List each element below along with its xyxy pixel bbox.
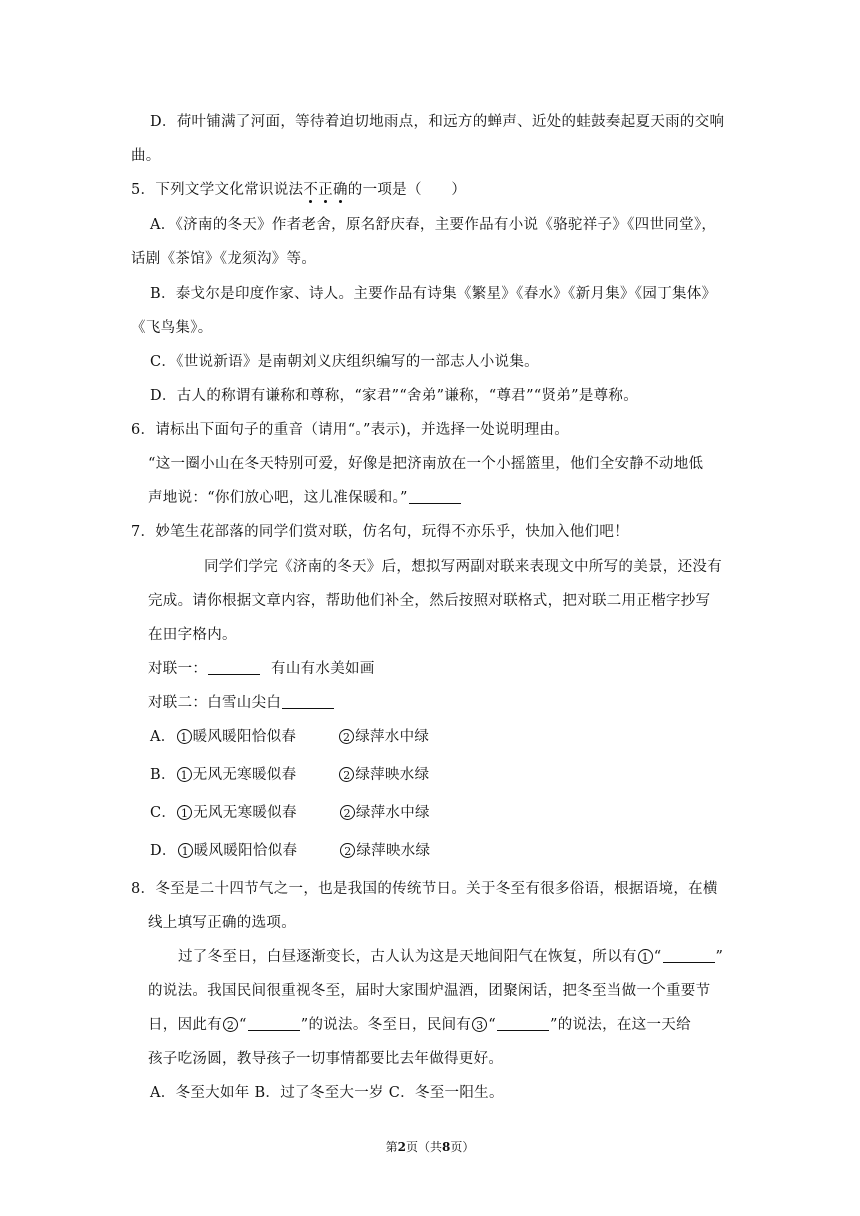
page-number: 2 (397, 1140, 406, 1154)
option-letter: D． (150, 843, 177, 859)
circled-number-2: 2 (340, 843, 355, 858)
option-letter: A． (150, 729, 176, 745)
option-second: 绿萍水中绿 (355, 805, 430, 821)
q7-couplet-one (148, 659, 375, 679)
q8-para-line2: 的说法。我国民间很重视冬至，届时大家围炉温酒，团聚闲话，把冬至当做一个重要节 (148, 983, 711, 999)
q5-option-b-line2: 《飞鸟集》。 (131, 320, 213, 336)
answer-blank[interactable] (663, 961, 715, 963)
q8-para-text: 的说法。冬至日，民间有 (308, 1017, 472, 1033)
circled-number-1: 1 (177, 805, 192, 820)
q4-option-d-line1: D．荷叶铺满了河面，等待着迫切地雨点，和远方的蝉声、近处的蛙鼓奏起夏天雨的交响 (150, 114, 725, 130)
open-quote: “ (653, 949, 662, 965)
q5-option-b-line1: B．泰戈尔是印度作家、诗人。主要作品有诗集《繁星》《春水》《新月集》《园丁集体》 (150, 286, 717, 302)
option-first: 无风无寒暖似春 (193, 805, 297, 821)
q7-stem: 7．妙笔生花部落的同学们赏对联，仿名句，玩得不亦乐乎，快加入他们吧！ (131, 524, 629, 540)
q6-quote-text: 声地说：“你们放心吧，这儿准保暖和。” (148, 490, 408, 506)
q5-stem-text: 5．下列文学文化常识说法 (131, 182, 304, 198)
q8-para-line3 (148, 1015, 691, 1035)
option-letter: B． (150, 767, 176, 783)
footer-text: 页（共 (405, 1140, 442, 1154)
q8-para-text: 的说法，在这一天给 (557, 1017, 691, 1033)
q7-couplet-two (148, 693, 335, 713)
circled-number-1: 1 (177, 729, 192, 744)
q5-option-d: D．古人的称谓有谦称和尊称，“家君”“舍弟”谦称，“尊君”“贤弟”是尊称。 (150, 388, 639, 404)
footer-text: 页） (450, 1140, 475, 1154)
q8-para-line4: 孩子吃汤圆，教导孩子一切事情都要比去年做得更好。 (148, 1051, 504, 1067)
option-first: 暖风暖阳恰似春 (193, 843, 298, 859)
q6-quote-line1: “这一圈小山在冬天特别可爱，好像是把济南放在一个小摇篮里，他们全安静不动地低 (148, 456, 704, 472)
q8-para-text: 过了冬至日，白昼逐渐变长，古人认为这是天地间阳气在恢复，所以有 (178, 949, 637, 965)
close-quote: ” (549, 1017, 558, 1033)
q7-option-a (150, 727, 429, 747)
q7-para-line1: 同学们学完《济南的冬天》后，想拟写两副对联来表现文中所写的美景，还没有 (204, 559, 722, 575)
circled-number-1: 1 (638, 949, 653, 964)
q8-para-text: 日，因此有 (148, 1017, 222, 1033)
q5-option-a-line2: 话剧《茶馆》《龙须沟》等。 (131, 251, 317, 267)
circled-number-1: 1 (178, 843, 193, 858)
q4-option-d-line2: 曲。 (131, 148, 161, 164)
q5-option-c: C．《世说新语》是南朝刘义庆组织编写的一部志人小说集。 (150, 354, 539, 370)
option-first: 暖风暖阳恰似春 (192, 729, 297, 745)
q8-stem-line1: 8．冬至是二十四节气之一，也是我国的传统节日。关于冬至有很多俗语，根据语境，在横 (131, 881, 718, 897)
q5-emphasis-char: 不 (303, 182, 319, 198)
option-letter: C． (150, 805, 177, 821)
q8-options: A．冬至大如年 B．过了冬至大一岁 C．冬至一阳生。 (150, 1085, 504, 1101)
q5-emphasis-char: 正 (318, 182, 333, 198)
q7-option-d (150, 841, 430, 861)
answer-blank[interactable] (409, 502, 461, 504)
couplet-one-text: 有山有水美如画 (271, 661, 375, 677)
answer-blank[interactable] (208, 673, 260, 675)
q7-option-b (150, 765, 429, 785)
q5-stem-text: 的一项是（ ） (347, 182, 467, 198)
open-quote: “ (239, 1017, 247, 1033)
q7-para-line3: 在田字格内。 (148, 627, 237, 643)
q8-para-line1 (178, 947, 723, 967)
circled-number-1: 1 (177, 767, 192, 782)
circled-number-2: 2 (223, 1017, 238, 1032)
answer-blank[interactable] (282, 707, 334, 709)
close-quote: ” (715, 949, 724, 965)
q5-option-a-line1: A．《济南的冬天》作者老舍，原名舒庆春，主要作品有小说《骆驼祥子》《四世同堂》， (150, 217, 717, 233)
couplet-one-label: 对联一： (148, 661, 208, 677)
q5-emphasis-char: 确 (332, 182, 348, 198)
circled-number-2: 2 (339, 729, 354, 744)
q7-option-c (150, 803, 430, 823)
q7-para-line2: 完成。请你根据文章内容，帮助他们补全，然后按照对联格式，把对联二用正楷字抄写 (148, 593, 711, 609)
q8-stem-line2: 线上填写正确的选项。 (148, 915, 296, 931)
circled-number-3: 3 (472, 1017, 487, 1032)
page-footer (0, 1139, 860, 1155)
q6-quote-line2 (148, 488, 462, 508)
option-second: 绿萍映水绿 (356, 843, 431, 859)
q6-stem: 6．请标出下面句子的重音（请用“。”表示)，并选择一处说明理由。 (131, 422, 570, 438)
couplet-two-label: 对联二：白雪山尖白 (148, 695, 282, 711)
q5-stem (131, 180, 466, 200)
option-second: 绿萍映水绿 (355, 767, 430, 783)
footer-text: 第 (385, 1140, 398, 1154)
total-pages: 8 (442, 1140, 451, 1154)
circled-number-2: 2 (339, 767, 354, 782)
option-second: 绿萍水中绿 (355, 729, 430, 745)
open-quote: “ (488, 1017, 496, 1033)
close-quote: ” (300, 1017, 309, 1033)
answer-blank[interactable] (497, 1029, 549, 1031)
answer-blank[interactable] (248, 1029, 300, 1031)
option-first: 无风无寒暖似春 (192, 767, 297, 783)
circled-number-2: 2 (340, 805, 355, 820)
